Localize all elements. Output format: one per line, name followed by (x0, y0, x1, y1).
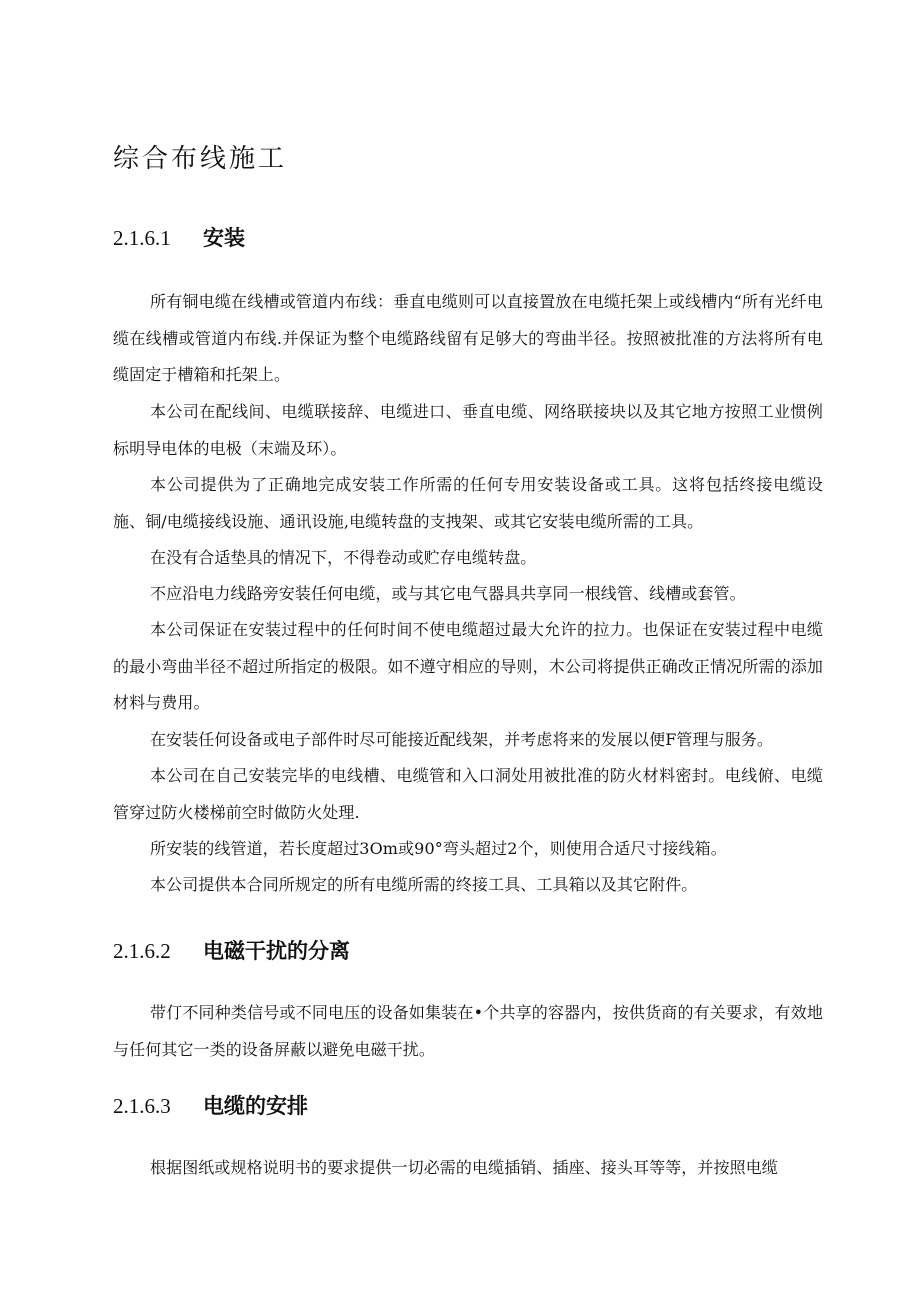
paragraph: 带仃不同种类信号或不同电压的设备如集装在•个共享的容器内，按供货商的有关要求，有效地与任何其它一类的设备屏蔽以避免电磁干扰。 (113, 1003, 823, 1059)
paragraph: 本公司提供本合同所规定的所有电缆所需的终接工具、工具箱以及其它附件。 (150, 875, 698, 894)
paragraph: 根据图纸或规格说明书的要求提供一切必需的电缆插销、插座、接头耳等等，并按照电缆 (150, 1158, 778, 1177)
paragraph: 在没有合适垫具的情况下，不得卷动或贮存电缆转盘。 (150, 548, 537, 567)
paragraph: 不应沿电力线路旁安装任何电缆，或与其它电气器具共享同一根线管、线槽或套管。 (150, 584, 746, 603)
section-title: 电缆的安排 (203, 1094, 308, 1118)
section-heading-cable-arrangement (113, 1090, 308, 1120)
paragraph: 在安装任何设备或电子部件时尽可能接近配线架，并考虑将来的发展以便F管理与服务。 (150, 730, 774, 749)
paragraph: 所有铜电缆在线槽或管道内布线：垂直电缆则可以直接置放在电缆托架上或线槽内“所有光纤电缆在线槽或管道内布线.并保证为整个电缆路线留有足够大的弯曲半径。按照被批准的方法将所有电缆固定于槽箱和托架上。 (113, 292, 823, 384)
section-number: 2.1.6.1 (113, 226, 171, 250)
section-title: 电磁干扰的分离 (203, 939, 350, 963)
section-heading-install (113, 222, 245, 252)
paragraph: 本公司在配线间、电缆联接辞、电缆进口、垂直电缆、网络联接块以及其它地方按照工业惯例标明导电体的电极（末端及环）。 (113, 402, 823, 458)
section-number: 2.1.6.3 (113, 1094, 171, 1118)
paragraph: 所安装的线管道，若长度超过3Om或90°弯头超过2个，则使用合适尺寸接线箱。 (150, 839, 727, 858)
paragraph: 本公司在自己安装完毕的电线槽、电缆管和入口洞处用被批准的防火材料密封。电线俯、电缆管穿过防火楼梯前空时做防火处理. (113, 766, 823, 822)
section-heading-emi-separation (113, 935, 350, 965)
page-title: 综合布线施工 (113, 144, 288, 174)
section-number: 2.1.6.2 (113, 939, 171, 963)
paragraph: 本公司保证在安装过程中的任何时间不使电缆超过最大允许的拉力。也保证在安装过程中电缆的最小弯曲半径不超过所指定的极限。如不遵守相应的导则，木公司将提供正确改正情况所需的添加材料与费用。 (113, 620, 823, 712)
section-title: 安装 (203, 226, 245, 250)
paragraph: 本公司提供为了正确地完成安装工作所需的任何专用安装设备或工具。这将包括终接电缆设施、铜/电缆接线设施、通讯设施,电缆转盘的支拽架、或其它安装电缆所需的工具。 (113, 475, 823, 531)
